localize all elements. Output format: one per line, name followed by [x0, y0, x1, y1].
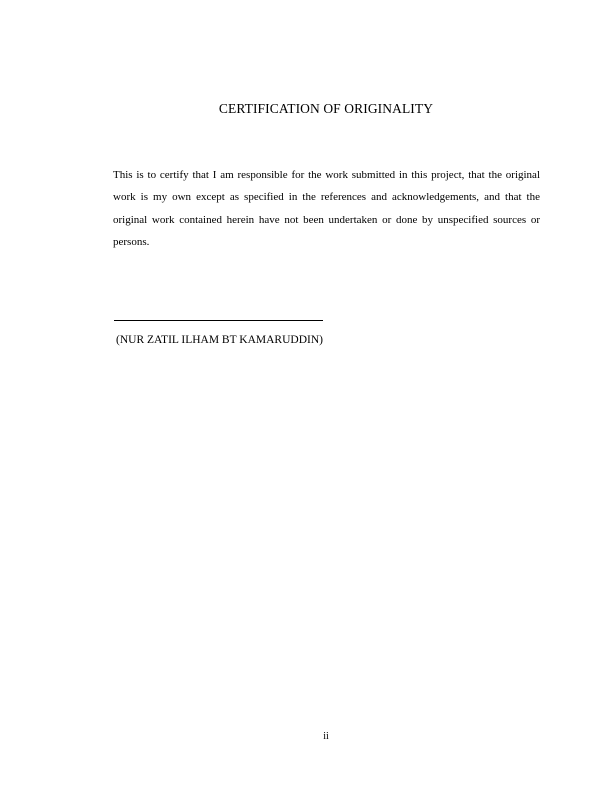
certification-statement: This is to certify that I am responsible for the work submitted in this project, that the original work is my own except as specified in the references and acknowledgements, and that the original work contained herein have not been undertaken or done by unspecified sources or persons. [113, 169, 540, 248]
signatory-name: (NUR ZATIL ILHAM BT KAMARUDDIN) [116, 334, 323, 346]
page-title: CERTIFICATION OF ORIGINALITY [218, 101, 434, 116]
signature-line [114, 320, 323, 321]
page-number: ii [323, 731, 329, 742]
